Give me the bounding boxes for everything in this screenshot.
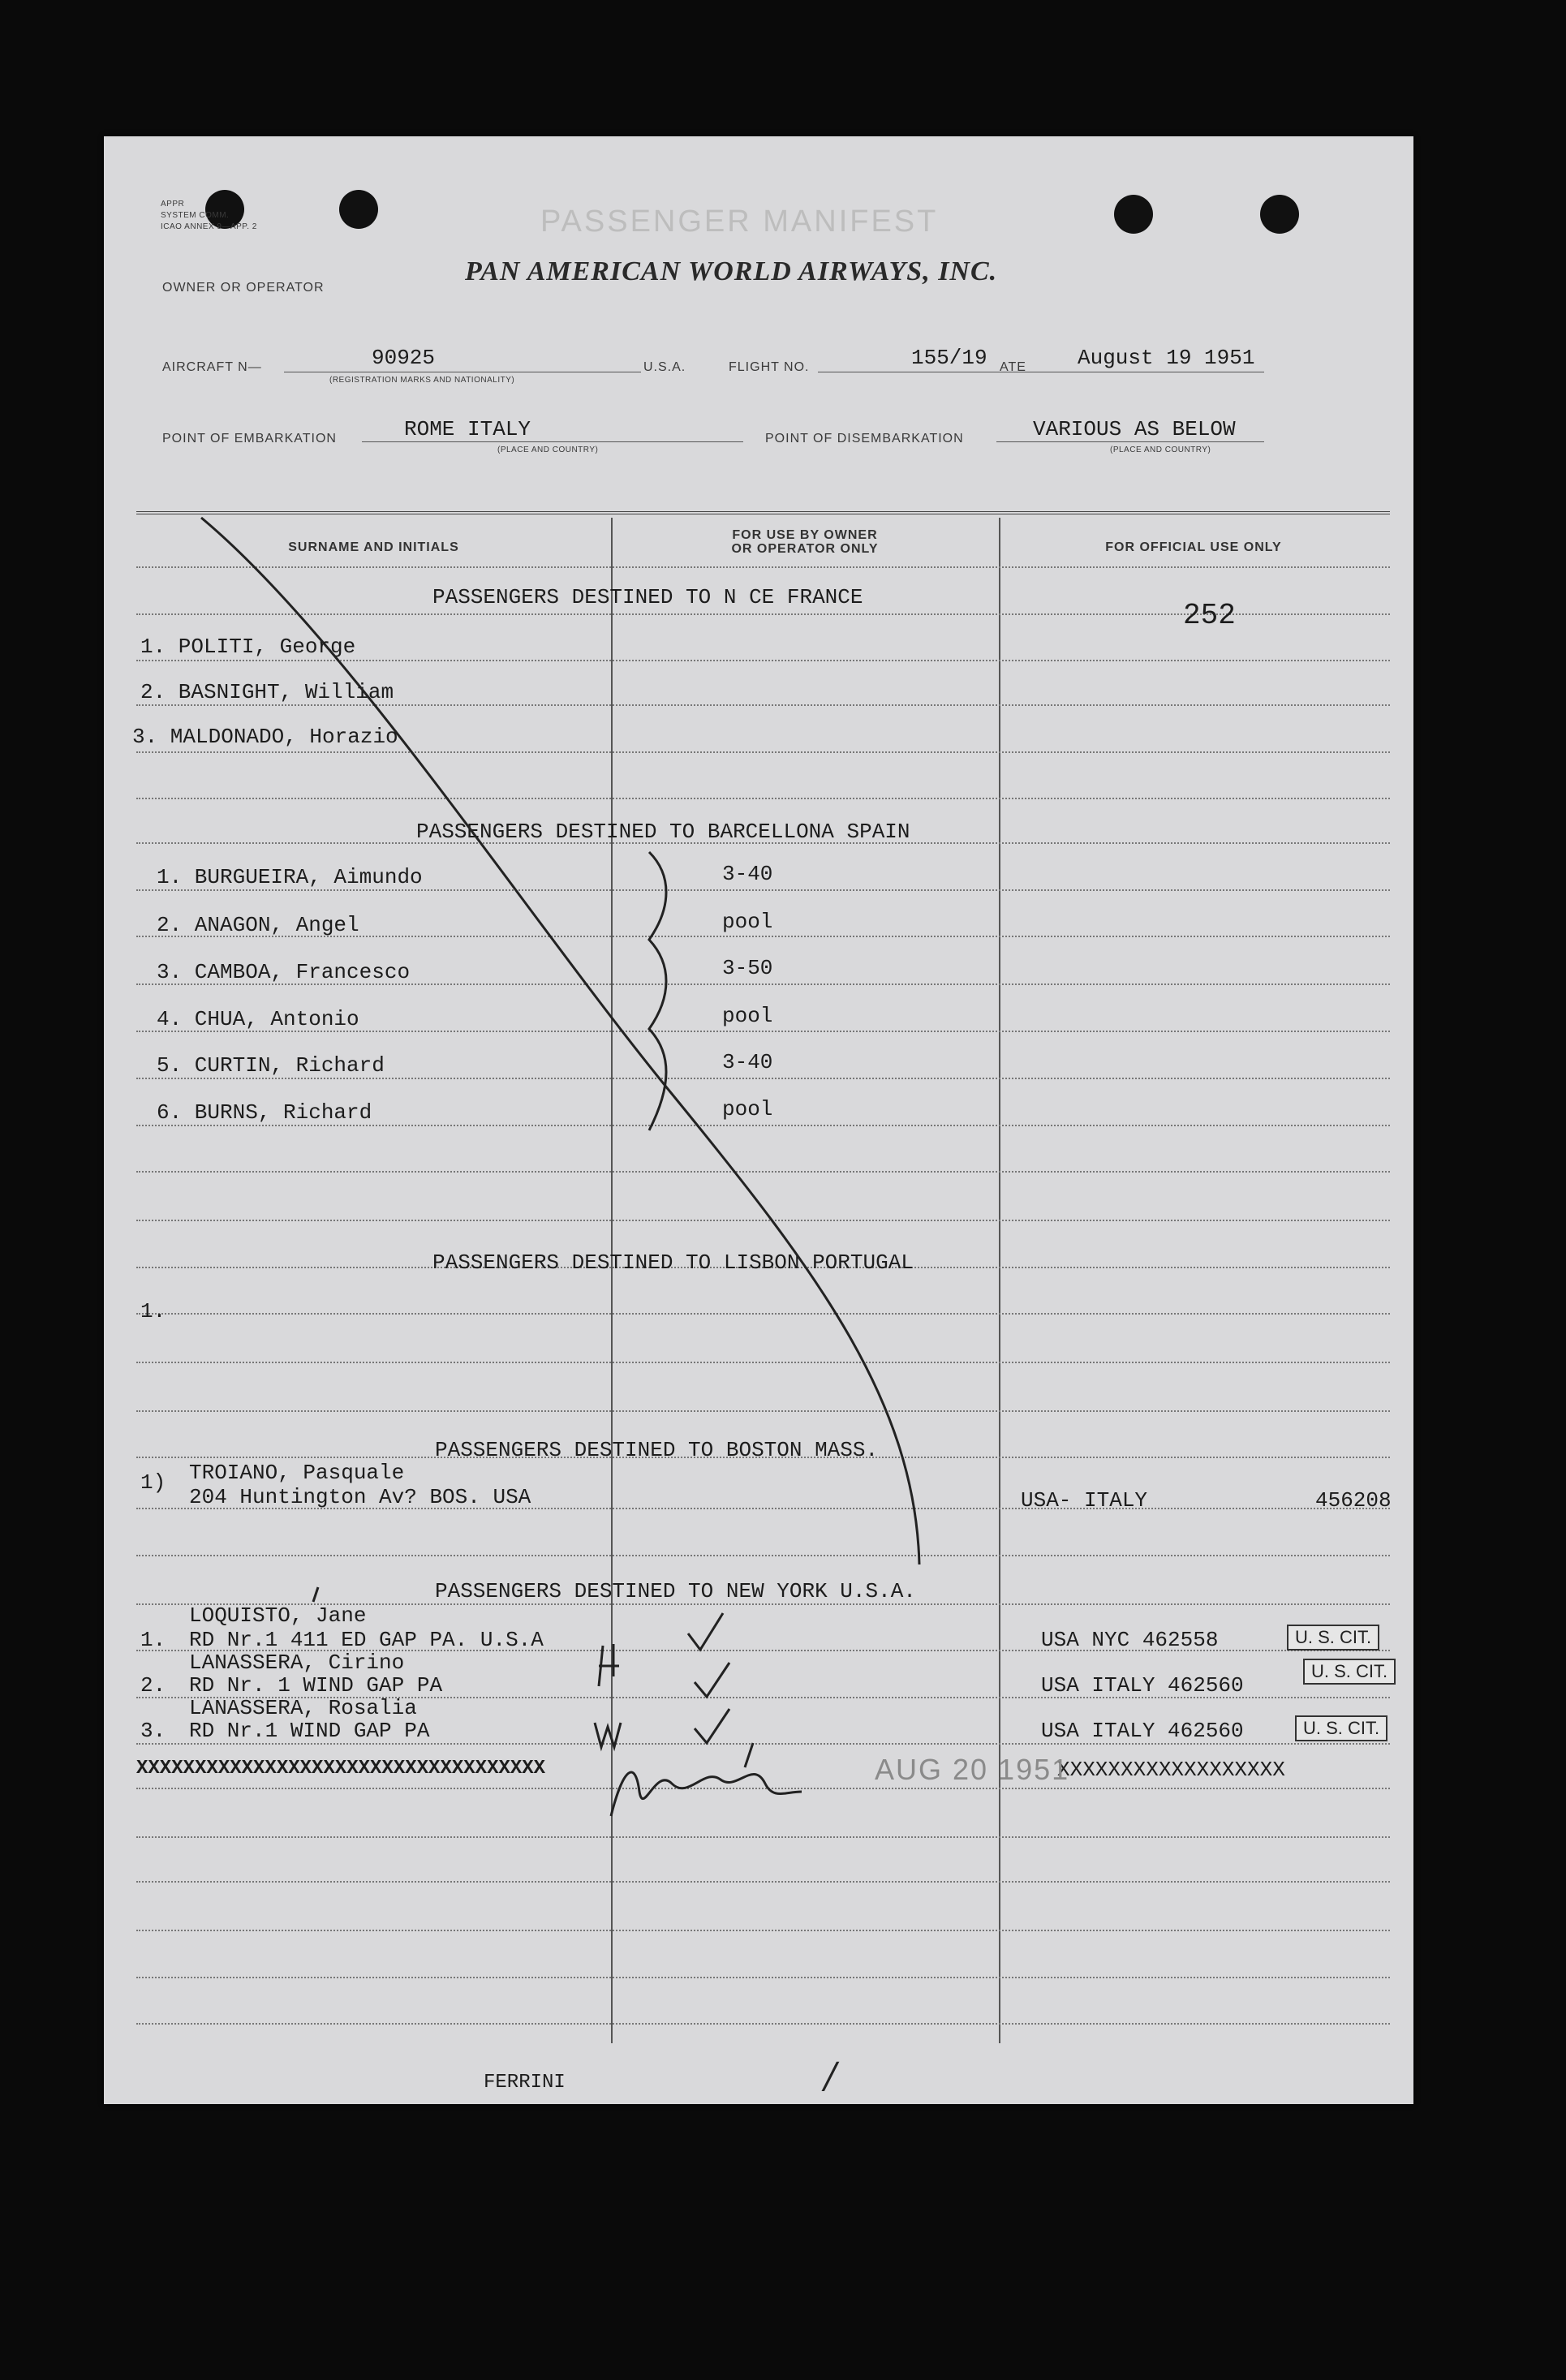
passenger-note: 3-40 bbox=[722, 1050, 773, 1074]
passenger-row: 1. POLITI, George bbox=[140, 635, 356, 659]
section-header-boston: PASSENGERS DESTINED TO BOSTON MASS. bbox=[435, 1438, 879, 1462]
ruled-line bbox=[136, 1788, 1390, 1789]
date-label: ATE bbox=[1000, 360, 1026, 374]
date-value: August 19 1951 bbox=[1078, 346, 1255, 370]
passenger-row: 1. BURGUEIRA, Aimundo bbox=[157, 865, 423, 889]
passenger-row: 5. CURTIN, Richard bbox=[157, 1053, 385, 1078]
ruled-line bbox=[136, 1410, 1390, 1412]
punch-hole bbox=[339, 190, 378, 229]
ruled-line bbox=[136, 704, 1390, 706]
section-header-newyork: PASSENGERS DESTINED TO NEW YORK U.S.A. bbox=[435, 1579, 916, 1603]
owner-label: OWNER OR OPERATOR bbox=[162, 281, 325, 295]
citizen-stamp: U. S. CIT. bbox=[1295, 1715, 1387, 1741]
ruled-line bbox=[136, 1930, 1390, 1931]
official-number: 456208 bbox=[1315, 1488, 1392, 1513]
passenger-address: RD Nr.1 411 ED GAP PA. U.S.A bbox=[189, 1628, 544, 1652]
passenger-note: 3-40 bbox=[722, 862, 773, 886]
ruled-line bbox=[136, 1555, 1390, 1556]
passenger-number: 2. bbox=[140, 1673, 166, 1698]
manifest-page bbox=[104, 136, 1413, 2104]
section-header-nice: PASSENGERS DESTINED TO N CE FRANCE bbox=[432, 585, 863, 609]
passenger-address: 204 Huntington Av? BOS. USA bbox=[189, 1485, 531, 1509]
passenger-note: 3-50 bbox=[722, 956, 773, 980]
check-mark bbox=[688, 1613, 723, 1650]
passenger-address: RD Nr.1 WIND GAP PA bbox=[189, 1719, 430, 1743]
section-header-barcelona: PASSENGERS DESTINED TO BARCELLONA SPAIN bbox=[416, 820, 910, 844]
official-number: 252 bbox=[1183, 599, 1236, 632]
date-stamp: AUG 20 1951 bbox=[875, 1753, 1070, 1786]
ruled-line bbox=[136, 1220, 1390, 1221]
initials-mark bbox=[595, 1644, 621, 1747]
ruled-line bbox=[136, 1977, 1390, 1978]
punch-hole bbox=[1260, 195, 1299, 234]
passenger-name: LOQUISTO, Jane bbox=[189, 1603, 367, 1628]
disembarkation-label: POINT OF DISEMBARKATION bbox=[765, 432, 964, 445]
citizen-stamp: U. S. CIT. bbox=[1303, 1659, 1396, 1685]
approval-line: ICAO ANNEX 9—APP. 2 bbox=[161, 222, 257, 231]
passenger-number: 1. bbox=[140, 1628, 166, 1652]
ruled-line bbox=[136, 1743, 1390, 1745]
punch-hole bbox=[1114, 195, 1153, 234]
place-note-2: (PLACE AND COUNTRY) bbox=[1110, 445, 1211, 454]
ruled-line bbox=[136, 1362, 1390, 1363]
brace-mark bbox=[649, 852, 666, 1130]
disembarkation-value: VARIOUS AS BELOW bbox=[1033, 417, 1236, 441]
aircraft-label: AIRCRAFT N— bbox=[162, 360, 262, 374]
approval-line: APPR bbox=[161, 200, 185, 209]
official-entry: USA ITALY 462560 bbox=[1041, 1719, 1244, 1743]
ruled-line bbox=[136, 1078, 1390, 1079]
passenger-row: 4. CHUA, Antonio bbox=[157, 1007, 359, 1031]
official-entry: USA NYC 462558 bbox=[1041, 1628, 1219, 1652]
ruled-line bbox=[136, 660, 1390, 661]
passenger-row: 6. BURNS, Richard bbox=[157, 1100, 372, 1125]
diagonal-strike-line bbox=[201, 518, 919, 1564]
disembark-underline bbox=[996, 441, 1264, 442]
signature bbox=[611, 1743, 802, 1816]
passenger-row: 3. MALDONADO, Horazio bbox=[132, 725, 398, 749]
page-title: PASSENGER MANIFEST bbox=[540, 204, 939, 239]
usa-label: U.S.A. bbox=[643, 360, 686, 374]
check-mark bbox=[695, 1663, 729, 1697]
ruled-line bbox=[136, 1836, 1390, 1838]
column-header-owner-1: FOR USE BY OWNER bbox=[732, 528, 878, 542]
ruled-line bbox=[136, 566, 1390, 568]
official-entry: USA- ITALY bbox=[1021, 1488, 1148, 1513]
passenger-note: pool bbox=[722, 1004, 773, 1028]
airline-name: PAN AMERICAN WORLD AIRWAYS, INC. bbox=[465, 256, 998, 286]
passenger-address: RD Nr. 1 WIND GAP PA bbox=[189, 1673, 443, 1698]
ruled-line bbox=[136, 2023, 1390, 2025]
column-divider bbox=[611, 518, 613, 2043]
ruled-line bbox=[136, 1171, 1390, 1173]
flight-value: 155/19 bbox=[911, 346, 987, 370]
passenger-name: LANASSERA, Cirino bbox=[189, 1651, 405, 1675]
ruled-line bbox=[136, 798, 1390, 799]
check-mark bbox=[695, 1709, 729, 1743]
passenger-row: 3. CAMBOA, Francesco bbox=[157, 960, 411, 984]
citizen-stamp: U. S. CIT. bbox=[1287, 1625, 1379, 1651]
struck-row: XXXXXXXXXXXXXXXXXXXXXXXXXXXXXXXXXXX bbox=[136, 1758, 546, 1780]
passenger-row: 2. ANAGON, Angel bbox=[157, 913, 359, 937]
footer-mark: / bbox=[824, 2055, 837, 2097]
passenger-row: 2. BASNIGHT, William bbox=[140, 680, 394, 704]
registration-note: (REGISTRATION MARKS AND NATIONALITY) bbox=[329, 376, 515, 385]
table-top-rule bbox=[136, 511, 1390, 514]
column-header-owner-2: OR OPERATOR ONLY bbox=[731, 542, 879, 556]
official-entry: USA ITALY 462560 bbox=[1041, 1673, 1244, 1698]
passenger-number: 1) bbox=[140, 1470, 166, 1495]
column-header-surname: SURNAME AND INITIALS bbox=[288, 540, 459, 554]
struck-official: XXXXXXXXXXXXXXXXXX bbox=[1057, 1758, 1285, 1782]
passenger-number: 3. bbox=[140, 1719, 166, 1743]
flight-label: FLIGHT NO. bbox=[729, 360, 810, 374]
passenger-row: TROIANO, Pasquale bbox=[189, 1461, 405, 1485]
passenger-row: 1. bbox=[140, 1299, 166, 1323]
footer-name: FERRINI bbox=[484, 2072, 566, 2094]
column-divider bbox=[999, 518, 1000, 2043]
ruled-line bbox=[136, 1125, 1390, 1126]
passenger-name: LANASSERA, Rosalia bbox=[189, 1696, 417, 1720]
embarkation-value: ROME ITALY bbox=[404, 417, 531, 441]
check-mark bbox=[313, 1587, 318, 1602]
embarkation-label: POINT OF EMBARKATION bbox=[162, 432, 337, 445]
section-header-lisbon: PASSENGERS DESTINED TO LISBON PORTUGAL bbox=[432, 1250, 914, 1275]
ruled-line bbox=[136, 751, 1390, 753]
column-header-official: FOR OFFICIAL USE ONLY bbox=[1105, 540, 1282, 554]
place-note: (PLACE AND COUNTRY) bbox=[497, 445, 599, 454]
ruled-line bbox=[136, 1881, 1390, 1883]
embark-underline bbox=[362, 441, 743, 442]
passenger-note: pool bbox=[722, 910, 773, 934]
passenger-note: pool bbox=[722, 1097, 773, 1121]
approval-line: SYSTEM COMM. bbox=[161, 211, 230, 220]
ruled-line bbox=[136, 1313, 1390, 1315]
aircraft-value: 90925 bbox=[372, 346, 436, 370]
ruled-line bbox=[136, 889, 1390, 891]
